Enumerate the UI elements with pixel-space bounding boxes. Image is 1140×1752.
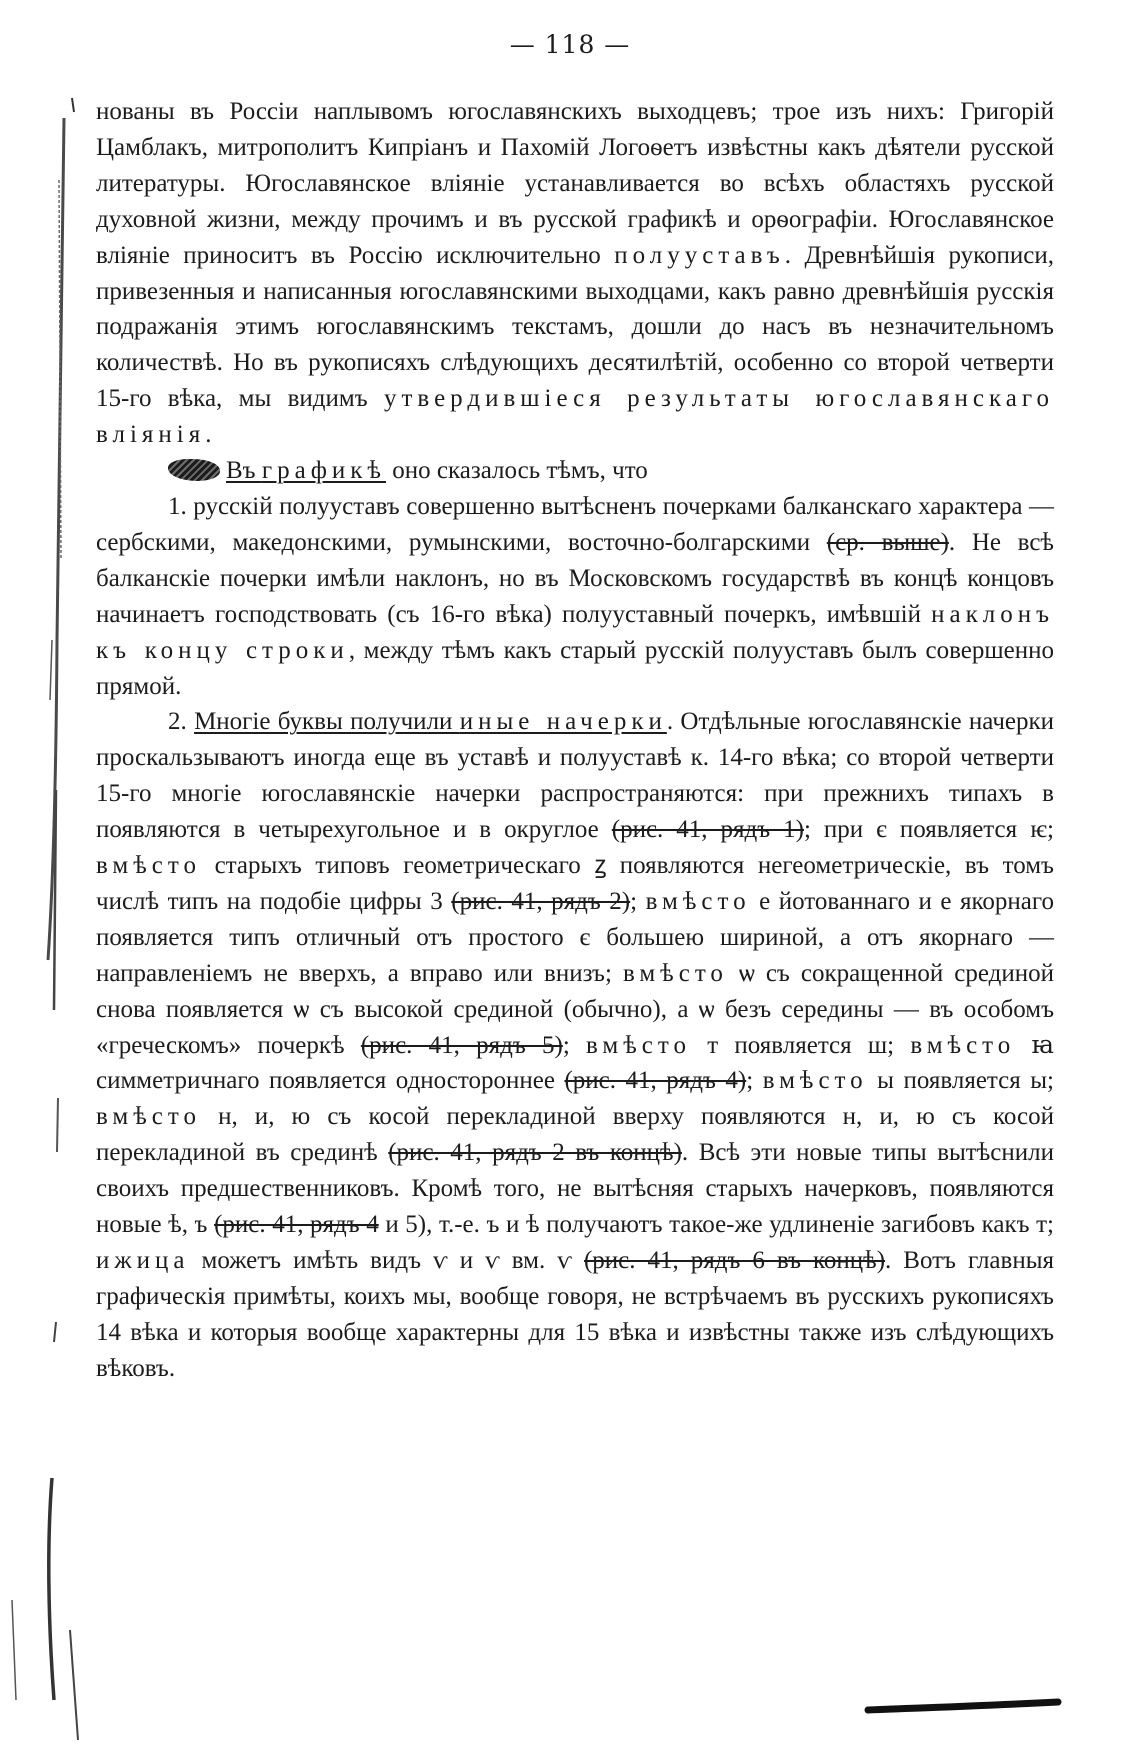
spaced-emphasis: графикѣ	[261, 457, 387, 485]
struck-reference: (рис. 41, рядъ 6 въ концѣ)	[583, 1247, 886, 1274]
spaced-emphasis: вмѣсто	[910, 1031, 1016, 1059]
spaced-emphasis: ижица	[96, 1247, 190, 1274]
text-segment: . Всѣ эти новые типы вытѣснили своихъ предшественниковъ. Кромѣ того, не вытѣсняя старыхъ начерковъ, появляются новые ѣ, ъ	[96, 1139, 1055, 1239]
text-segment: , между тѣмъ какъ старый русскій полууставъ былъ совершенно прямой.	[96, 636, 1054, 700]
struck-reference: (ср. выше)	[826, 528, 949, 556]
text-segment: е йотованнаго и е якорнаго появляется типъ отличный отъ простого є большею шириной, а отъ якорнаго — направленіемъ не вверхъ, а вправо или внизъ;	[96, 887, 1054, 987]
text-segment: оно сказалось тѣмъ, что	[386, 457, 648, 485]
spaced-emphasis: вмѣсто	[622, 959, 728, 987]
spaced-emphasis: утвердившіеся результаты югославянскаго вліянія	[96, 385, 1054, 449]
text-segment: старыхъ типовъ геометрическаго ꙁ появляются негеометрическіе, въ томъ числѣ типъ на подобіе цифры 3	[96, 852, 1054, 915]
underlined-text: Въ	[226, 457, 262, 485]
text-segment: . Не всѣ балканскіе почерки имѣли наклонъ, но въ Московскомъ государствѣ въ концѣ концовъ начинаетъ господствовать (съ 16-го вѣка) полууставный почеркъ, имѣвшій	[96, 528, 1055, 628]
ink-stroke-mark	[858, 1680, 1068, 1740]
text-segment: т появляется ш;	[690, 1031, 911, 1059]
ink-blot-mark	[168, 459, 220, 481]
struck-reference: (рис. 41, рядъ 4	[214, 1211, 379, 1239]
text-segment: ы появляется ы;	[867, 1067, 1054, 1095]
paragraph-3	[96, 489, 1054, 704]
spaced-emphasis: полууставъ	[614, 241, 785, 269]
underlined-text: Многіе буквы получили	[194, 708, 460, 736]
page-number: — 118 —	[509, 30, 631, 59]
text-segment: ѡ съ сокращенной срединой снова появляется ѡ съ высокой срединой (обычно), а ѡ безъ середины — въ особомъ «греческомъ» почеркѣ	[96, 959, 1054, 1059]
struck-reference: (рис. 41, рядъ 2)	[451, 887, 631, 915]
paragraph-1	[96, 94, 1054, 453]
text-segment: ;	[746, 1067, 763, 1095]
spaced-emphasis: вмѣсто	[96, 1103, 201, 1131]
struck-reference: (рис. 41, рядъ 4)	[564, 1067, 747, 1095]
text-segment: 1. русскій полууставъ совершенно вытѣсненъ почерками балканскаго характера — сербскими, македонскими, румынскими, восточно-болгарскими	[96, 492, 1054, 556]
spaced-emphasis: наклонъ къ концу строки	[96, 600, 1054, 664]
struck-reference: (рис. 41, рядъ 2 въ концѣ)	[388, 1139, 682, 1167]
text-segment: 2.	[168, 708, 195, 736]
text-segment: ;	[562, 1031, 587, 1059]
text-segment: ; при є появляется ѥ;	[803, 816, 1054, 844]
spaced-emphasis: вмѣсто	[96, 852, 201, 880]
text-segment: н, и, ю съ косой перекладиной вверху появляются н, и, ю съ косой перекладиной въ срединѣ	[96, 1103, 1054, 1167]
spaced-emphasis: вмѣсто	[645, 887, 751, 915]
spaced-emphasis: вмѣсто	[762, 1067, 868, 1095]
text-segment: нованы въ Россіи наплывомъ югославянскихъ выходцевъ; трое изъ нихъ: Григорій Цамблакъ, митрополитъ Кипріанъ и Пахомій Логоѳетъ извѣстны какъ дѣятели русской литературы. Югославянское вліяніе устанавливается во всѣхъ областяхъ русской духовной жизни, между прочимъ и въ русской графикѣ и орѳографіи. Югославянское вліяніе приноситъ въ Россію исключительно	[96, 98, 1054, 269]
paragraph-2	[96, 453, 1054, 489]
text-segment: . Отдѣльные югославянскіе начерки проскальзываютъ иногда еще въ уставѣ и полууставѣ к. 14-го вѣка; со второй четверти 15-го многіе югославянскіе начерки распространяются: при прежнихъ типахъ в появляются в четырехугольное и в округлое	[96, 708, 1055, 844]
text-segment: и 5), т.-е. ъ и ѣ получаютъ такое-же удлиненіе загибовъ какъ т;	[378, 1211, 1054, 1239]
text-segment: можетъ имѣть видъ ѵ и ѵ вм. ѵ	[189, 1247, 584, 1274]
struck-reference: (рис. 41, рядъ 1)	[611, 816, 804, 844]
text-segment: ꙗ симметричнаго появляется одностороннее	[96, 1031, 1054, 1095]
spaced-emphasis: иные начерки	[459, 708, 667, 736]
margin-pencil-marks	[0, 0, 95, 1752]
text-segment: . Вотъ главныя графическія примѣты, коихъ мы, вообще говоря, не встрѣчаемъ въ русскихъ рукописяхъ 14 вѣка и которыя вообще характерны для 15 вѣка и извѣстны также изъ слѣдующихъ вѣковъ.	[96, 1247, 1055, 1382]
text-segment: . Древнѣйшія рукописи, привезенныя и написанныя югославянскими выходцами, какъ равно древнѣйшія русскія подражанія этимъ югославянскимъ текстамъ, дошли до насъ въ незначительномъ количествѣ. Но въ рукописяхъ слѣдующихъ десятилѣтій, особенно со второй четверти 15-го вѣка, мы видимъ	[96, 241, 1054, 413]
body-text	[96, 94, 1054, 1387]
text-segment: .	[205, 421, 212, 449]
struck-reference: (рис. 41, рядъ 5)	[360, 1031, 563, 1059]
spaced-emphasis: вмѣсто	[586, 1031, 691, 1059]
text-segment: ;	[630, 887, 646, 915]
paragraph-4	[96, 704, 1054, 1386]
